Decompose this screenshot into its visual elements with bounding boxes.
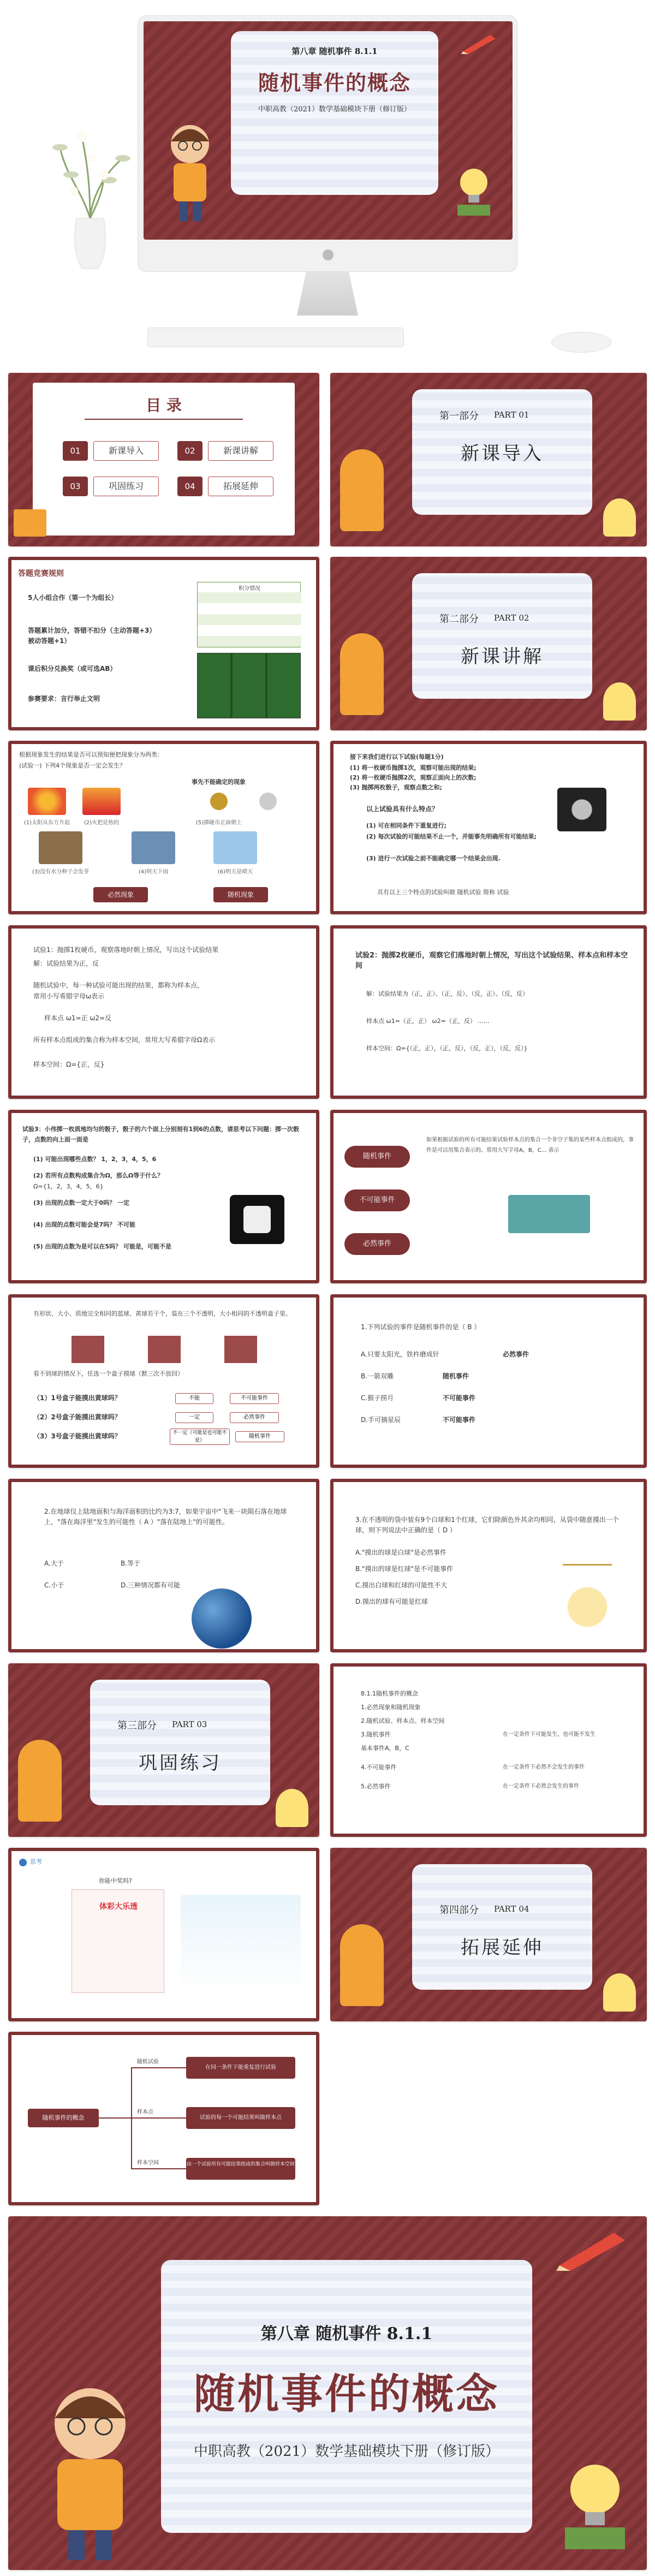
mindmap-root: 随机事件的概念: [28, 2109, 99, 2127]
section-slide-2[interactable]: [330, 557, 647, 730]
rules-item: 参赛要求：言行举止文明: [28, 695, 100, 703]
vase-plant-image: [49, 126, 131, 273]
teacher-cartoon-icon: [18, 1740, 62, 1822]
cover-title: 随机事件的概念: [194, 2370, 499, 2418]
mindmap-slide[interactable]: 随机事件的概念 在同一条件下能重复进行试验 试验的每一个可能结果叫做样本点 由一个试验所有可能结果组成的集合叫做样本空间 随机试验 样本点 样本空间: [8, 2032, 319, 2205]
teacher-cartoon-icon: [30, 2380, 150, 2560]
tag-certain: 必然现象: [93, 887, 148, 902]
books-icon: [14, 509, 46, 537]
pencil-icon: [554, 2227, 630, 2271]
lightbulb-icon: [603, 682, 636, 721]
choice1-slide[interactable]: 1.下列试验的事件是随机事件的是（ B ） A.只要太阳光，铁杵磨成针 必然事件 B.一箭双雕 随机事件 C.猴子捞月 不可能事件 D.手可摘星辰 不可能事件: [330, 1294, 647, 1468]
toc-item-2[interactable]: 02 新课讲解: [177, 441, 276, 461]
highlight-box: [508, 1195, 590, 1233]
rules-item: 课后积分兑换奖（或可选AB）: [28, 665, 117, 673]
section-title: 巩固练习: [139, 1752, 222, 1774]
section-part: 第一部分: [439, 411, 479, 422]
section-title: 新课讲解: [461, 646, 544, 668]
tag-random: 随机现象: [213, 887, 268, 902]
seed-image: [39, 831, 82, 864]
lightbulb-icon: [554, 2456, 636, 2555]
label-impossible-event: 不可能事件: [344, 1189, 410, 1211]
lightbulb-icon: [449, 163, 498, 218]
dice-slide[interactable]: 试验3：小伟掷一枚质地均匀的骰子，骰子的六个面上分别刻有1到6的点数，请思考以下问题：掷一次骰子，点数的向上面一面是 (1) 可能出现哪些点数？ 1，2，3，4，5，6 (2) 若所有点数构成集合为Ω，那么Ω等于什么？ Ω={1，2，3，4，5，6} (3) 出现的点数一定大于0吗？ 一定 (4) 出现的点数可能会是7吗？ 不可能 (5) 出现的点数为是可以在5吗？ 可能是，可能不是: [8, 1110, 319, 1283]
moon-image: [252, 788, 284, 815]
toc-item-1[interactable]: 01 新课导入: [63, 441, 161, 461]
lottery-poster-image: [181, 1895, 301, 1993]
mindmap-node: 由一个试验所有可能结果组成的集合叫做样本空间: [186, 2158, 295, 2180]
box-1-image: [72, 1336, 104, 1363]
section-part-en: PART 02: [494, 613, 529, 623]
monitor-stand: [289, 272, 366, 316]
hero-chapter: 第八章 随机事件 8.1.1: [291, 46, 378, 56]
score-table: 积分情况: [197, 582, 301, 647]
toc-item-3[interactable]: 03 巩固练习: [63, 477, 161, 496]
apple-logo-icon: [323, 249, 334, 260]
cover-subtitle: 中职高教（2021）数学基础模块下册（修订版）: [193, 2443, 500, 2460]
section-slide-1[interactable]: [330, 373, 647, 546]
events-def-slide[interactable]: 随机事件 不可能事件 必然事件 如果根据试验的所有可能结果试验样本点的集合一个非空子集的某些样本点组成的，事件是可以用集合表示的。常用大写字母A，B，C... 表示: [330, 1110, 647, 1283]
box-2-image: [148, 1336, 181, 1363]
hero-screen: [144, 21, 513, 240]
ball-bag-image: [563, 1564, 612, 1629]
teacher-cartoon-icon: [340, 633, 384, 715]
teacher-cartoon-icon: [340, 1924, 384, 2006]
earth-image: [192, 1589, 252, 1649]
mindmap-node: 在同一条件下能重复进行试验: [186, 2057, 295, 2079]
toc-item-4[interactable]: 04 拓展延伸: [177, 477, 276, 496]
mindmap-node: 试验的每一个可能结果叫做样本点: [186, 2107, 295, 2129]
section-part: 第二部分: [439, 614, 479, 625]
choice3-slide[interactable]: 3.在不透明的袋中装有9个白球和1个红球，它们除颜色外其余均相同，从袋中随意摸出一个球，则下列说法中正确的是（ D ） A."摸出的球是白球"是必然事件 B."摸出的球是红球"是不可能事件 C.摸出白球和红球的可能性不大 D.摸出的球有可能是红球: [330, 1479, 647, 1652]
lightbulb-icon: [603, 1973, 636, 2012]
teacher-cartoon-icon: [340, 449, 384, 531]
hero-mockup: [0, 0, 655, 360]
rules-item: 5人小组合作（第一个为组长）: [28, 594, 118, 602]
teacher-cartoon-icon: [160, 120, 220, 223]
trial2-slide[interactable]: 试验2：抛掷2枚硬币，观察它们落地时朝上情况，写出这个试验结果、样本点和样本空间 解：试验结果为（正，正）、（正，反）、（反，正）、（反，反） 样本点 ω1=（正，正） ω2=（正，反） ...... 样本空间：Ω={（正，正），（正，反），（反，正），（反，反）}: [330, 925, 647, 1099]
sky-image: [213, 831, 257, 864]
section-part-en: PART 04: [494, 1904, 529, 1914]
prize-grid-image: [197, 653, 301, 718]
toc-slide[interactable]: [8, 373, 319, 546]
mouse[interactable]: [551, 332, 611, 353]
sunrise-image: [28, 788, 66, 815]
boxes-slide[interactable]: 有形状、大小、质地完全相同的蓝球、黄球若干个，装在三个不透明，大小相同的不透明盒子里。 看不到球的情况下，任选一个盒子摸球（默三次不放回） （1）1号盒子能摸出黄球吗？ （2）2号盒子能摸出黄球吗？ （3）3号盒子能摸出黄球吗？ 不能 一定 不一定（可能是也可能不是） 不可能事件 必然事件 随机事件: [8, 1294, 319, 1468]
trial1-slide[interactable]: 试验1：抛掷1枚硬币，观察落地时朝上情况，写出这个试验结果 解：试验结果为正，反 随机试验中，每一种试验可能出现的结果，都称为样本点， 常用小写希腊字母ω表示 样本点 ω1=正 ω2=反 所有样本点组成的集合称为样本空间，常用大写希腊字母Ω表示 样本空间：Ω={正，反}: [8, 925, 319, 1099]
label-random-event: 随机事件: [344, 1146, 410, 1168]
rules-slide[interactable]: [8, 557, 319, 730]
keyboard[interactable]: [147, 328, 404, 347]
hero-title: 随机事件的概念: [258, 70, 411, 95]
dice-image: [230, 1195, 284, 1244]
box-3-image: [224, 1336, 257, 1363]
trial-def-slide[interactable]: 接下来我们进行以下试验(每题1分) (1) 将一枚硬币抛掷1次，观察可能出现的结果; (2) 将一枚硬币抛掷2次，观察正面向上的次数; (3) 抛掷两枚骰子，观察点数之和; 以上试验具有什么特点？ (1) 可在相同条件下重复进行; (2) 每次试验的可能结果不止一个，并能事先明确所有可能结果; (3) 进行一次试验之前不能确定哪一个结果会出现. 具有以上三个特点的试验叫做 随机试验 简称 试验: [330, 741, 647, 914]
label-certain-event: 必然事件: [344, 1233, 410, 1255]
lightbulb-icon: [276, 1789, 308, 1827]
section-part-en: PART 03: [172, 1720, 207, 1729]
pencil-icon: [460, 32, 498, 54]
toc-title: 目 录: [146, 396, 182, 414]
fire-image: [82, 788, 121, 815]
hero-subtitle: 中职高教（2021）数学基础模块下册（修订版）: [258, 105, 412, 114]
final-cover-slide[interactable]: [8, 2216, 647, 2570]
rules-title: 答题竞赛规则: [18, 569, 64, 578]
choice2-slide[interactable]: 2.在地球仪上陆地面积与海洋面积的比约为3:7，如果宇宙中"飞来一块陨石落在地球上，"落在海洋里"发生的可能性（ A ）"落在陆地上"的可能性。 A.大于 B.等于 C.小于 D.三种情况都有可能: [8, 1479, 319, 1652]
cover-chapter: 第八章 随机事件 8.1.1: [260, 2324, 433, 2343]
summary-slide[interactable]: 8.1.1随机事件的概念 1.必然现象和随机现象 2.随机试验、样本点、样本空间 3.随机事件 基本事件A，B，C 4.不可能事件 5.必然事件 在一定条件下可能发生，也可能不发生 在一定条件下必然不会发生的事件 在一定条件下必然会发生的事件: [330, 1663, 647, 1837]
intro-slide[interactable]: 根据现象发生的结果是否可以预知便把现象分为两类： (试验一) 下列4个现象是否一定会发生？ 事先不能确定的现象 (1)太阳从东方升起 (2)火把是热的 (5)掷硬币正面朝上 (3)没有水分种子会发芽 (4)明天下雨 (6)明天是晴天 必然现象 随机现象: [8, 741, 319, 914]
lightbulb-icon: [603, 498, 636, 537]
coin-hand-image: [557, 788, 606, 831]
think-slide[interactable]: 思考 你能中奖吗? 体彩大乐透: [8, 1848, 319, 2021]
coin-image: [203, 788, 235, 815]
section-part: 第三部分: [117, 1720, 157, 1732]
section-part: 第四部分: [439, 1905, 479, 1916]
section-slide-3[interactable]: [8, 1663, 319, 1837]
section-part-en: PART 01: [494, 410, 529, 420]
section-slide-4[interactable]: [330, 1848, 647, 2021]
rain-image: [132, 831, 175, 864]
section-title: 拓展延伸: [461, 1937, 544, 1959]
lottery-ticket-image: 体彩大乐透: [72, 1889, 164, 1993]
section-title: 新课导入: [461, 443, 544, 465]
monitor: [138, 15, 517, 272]
rules-item: 答题累计加分，答错不扣分（主动答题+3）被动答题+1）: [28, 627, 156, 645]
think-icon: [19, 1859, 27, 1866]
